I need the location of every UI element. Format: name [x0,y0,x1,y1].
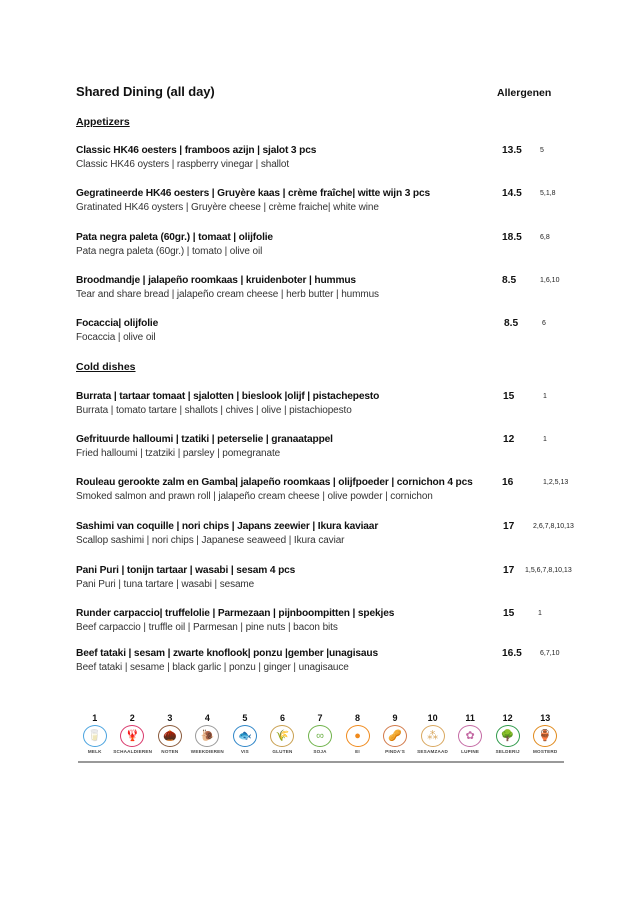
acorn-icon: 🌰 [158,725,182,747]
menu-item [76,565,636,599]
item-name-nl: Focaccia| olijfolie [76,318,159,329]
item-name-nl: Broodmandje | jalapeño roomkaas | kruidenboter | hummus [76,275,356,286]
item-name-en: Scallop sashimi | nori chips | Japanese seaweed | Ikura caviar [76,535,345,546]
item-name-en: Beef tataki | sesame | black garlic | ponzu | ginger | unagisauce [76,662,349,673]
item-price: 15 [503,608,515,619]
item-name-nl: Rouleau gerookte zalm en Gamba| jalapeño roomkaas | olijfpoeder | cornichon 4 pcs [76,477,473,488]
item-allergens: 2,6,7,8,10,13 [533,523,574,530]
egg-icon: ● [346,725,370,747]
item-allergens: 1,2,5,13 [543,479,569,486]
item-price: 14.5 [502,188,522,199]
item-allergens: 6,8 [540,234,550,241]
item-name-nl: Pata negra paleta (60gr.) | tomaat | olijfolie [76,232,273,243]
item-allergens: 5,1,8 [540,190,556,197]
soy-bean-icon: ∞ [308,725,332,747]
menu-item [76,318,636,352]
allergen-legend-item [489,713,527,754]
allergen-label: EI [355,749,360,754]
menu-item [76,391,636,425]
item-allergens: 1,6,10 [540,277,560,284]
allergen-number: 10 [427,713,438,723]
item-price: 15 [503,391,515,402]
item-allergens: 1,5,6,7,8,10,13 [525,567,572,574]
menu-item [76,608,636,642]
menu-item [76,648,636,682]
item-name-en: Focaccia | olive oil [76,332,156,343]
item-name-nl: Sashimi van coquille | nori chips | Japans zeewier | Ikura kaviaar [76,521,379,532]
item-name-nl: Burrata | tartaar tomaat | sjalotten | bieslook |olijf | pistachepesto [76,391,380,402]
allergen-number: 12 [502,713,513,723]
allergen-label: SELDERIJ [495,749,520,754]
legend-divider [78,761,564,763]
allergen-label: LUPINE [461,749,480,754]
allergen-number: 11 [465,713,475,723]
item-allergens: 6,7,10 [540,650,560,657]
allergen-number: 13 [540,713,551,723]
allergen-legend-item [76,713,114,754]
fish-icon: 🐟 [233,725,257,747]
item-price: 13.5 [502,145,522,156]
item-price: 12 [503,434,515,445]
allergen-legend-item [113,713,151,754]
allergen-label: PINDA'S [385,749,405,754]
item-name-en: Smoked salmon and prawn roll | jalapeño cream cheese | olive powder | cornichon [76,491,433,502]
allergen-label: SOJA [313,749,327,754]
item-name-nl: Beef tataki | sesam | zwarte knoflook| ponzu |gember |unagisaus [76,648,379,659]
item-name-en: Burrata | tomato tartare | shallots | chives | olive | pistachiopesto [76,405,352,416]
sesame-icon: ⁂ [421,725,445,747]
item-price: 8.5 [504,318,519,329]
item-price: 16.5 [502,648,522,659]
menu-item [76,434,636,468]
item-allergens: 5 [540,147,544,154]
menu-item [76,188,636,222]
section-title-cold-dishes: Cold dishes [76,361,136,373]
peanut-icon: 🥜 [383,725,407,747]
menu-item [76,145,636,179]
item-allergens: 1 [543,436,547,443]
menu-item [76,275,636,309]
allergen-label: VIS [240,749,249,754]
menu-item [76,521,636,555]
allergen-legend-item [226,713,264,754]
allergen-legend-item [376,713,414,754]
allergen-number: 5 [242,713,248,723]
allergen-legend-item [451,713,489,754]
item-name-nl: Classic HK46 oesters | framboos azijn | sjalot 3 pcs [76,145,317,156]
milk-bottle-icon: 🥛 [83,725,107,747]
allergen-number: 6 [279,713,285,723]
item-name-nl: Gegratineerde HK46 oesters | Gruyère kaas | crème fraîche| witte wijn 3 pcs [76,188,431,199]
celery-icon: 🌳 [496,725,520,747]
allergen-legend-item [151,713,189,754]
item-name-nl: Runder carpaccio| truffelolie | Parmezaan | pijnboompitten | spekjes [76,608,395,619]
item-price: 17 [503,521,515,532]
mustard-jar-icon: 🏺 [533,725,557,747]
menu-item [76,232,636,266]
item-name-en: Beef carpaccio | truffle oil | Parmesan | pine nuts | bacon bits [76,622,338,633]
allergen-number: 3 [167,713,173,723]
allergen-label: SCHAALDIEREN [113,749,153,754]
allergen-legend-item [339,713,377,754]
allergen-number: 7 [317,713,323,723]
allergen-number: 9 [392,713,398,723]
allergen-number: 8 [355,713,361,723]
item-allergens: 1 [543,393,547,400]
allergen-label: MELK [87,749,102,754]
item-name-en: Fried halloumi | tzatziki | parsley | pomegranate [76,448,281,459]
allergen-legend-item [526,713,564,754]
allergen-legend-item [301,713,339,754]
item-name-en: Tear and share bread | jalapeño cream cheese | herb butter | hummus [76,289,379,300]
item-name-en: Pani Puri | tuna tartare | wasabi | sesame [76,579,255,590]
item-price: 17 [503,565,515,576]
section-title-appetizers: Appetizers [76,116,130,128]
allergen-legend-item [263,713,301,754]
item-name-en: Gratinated HK46 oysters | Gruyère cheese | crème fraiche| white wine [76,202,379,213]
allergen-label: MOSTERD [533,749,558,754]
item-name-nl: Pani Puri | tonijn tartaar | wasabi | sesam 4 pcs [76,565,296,576]
allergen-label: GLUTEN [272,749,293,754]
allergen-legend [76,713,564,763]
allergens-column-header: Allergenen [497,87,552,99]
menu-item [76,477,636,511]
allergen-legend-item [414,713,452,754]
item-name-en: Classic HK46 oysters | raspberry vinegar | shallot [76,159,290,170]
item-allergens: 6 [542,320,546,327]
wheat-icon: 🌾 [270,725,294,747]
item-price: 16 [502,477,514,488]
snail-icon: 🐌 [195,725,219,747]
allergen-number: 1 [92,713,98,723]
allergen-number: 4 [204,713,210,723]
item-name-en: Pata negra paleta (60gr.) | tomato | olive oil [76,246,263,257]
lobster-icon: 🦞 [120,725,144,747]
allergen-label: NOTEN [161,749,179,754]
page-title: Shared Dining (all day) [76,84,215,99]
allergen-label: WEEKDIEREN [190,749,224,754]
item-allergens: 1 [538,610,542,617]
allergen-number: 2 [129,713,135,723]
lupine-icon: ✿ [458,725,482,747]
allergen-legend-item [188,713,226,754]
allergen-label: SESAMZAAD [417,749,449,754]
item-price: 8.5 [502,275,517,286]
item-name-nl: Gefrituurde halloumi | tzatiki | peterselie | granaatappel [76,434,333,445]
item-price: 18.5 [502,232,522,243]
